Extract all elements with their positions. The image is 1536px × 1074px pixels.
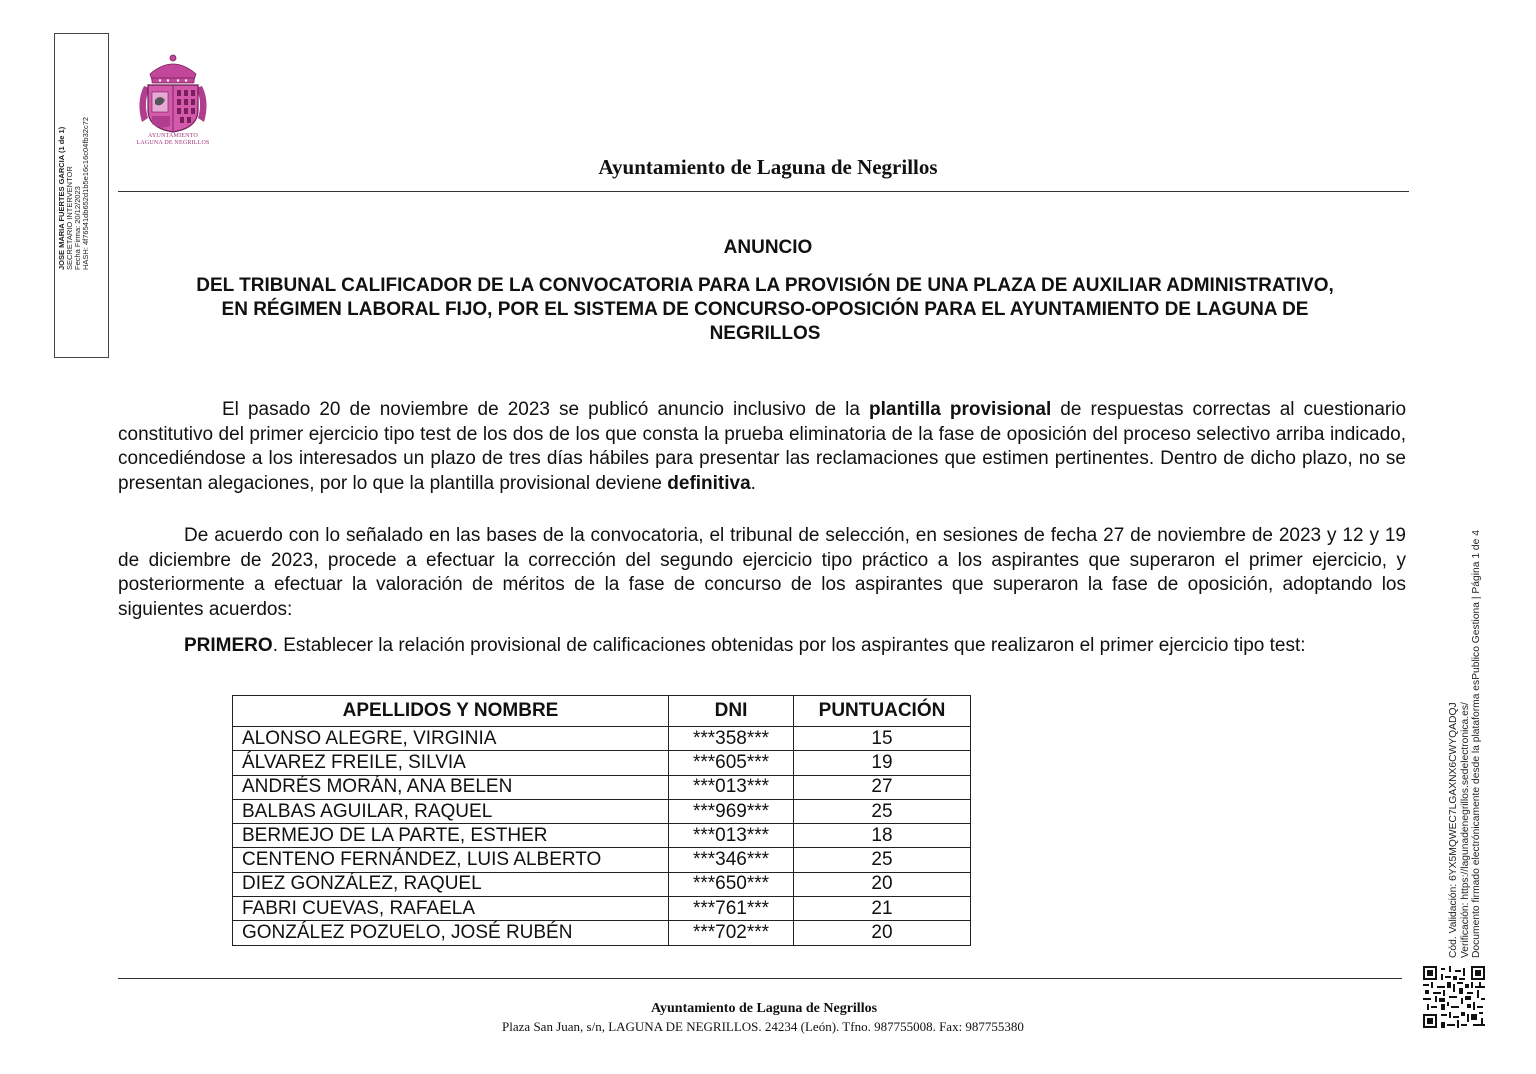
footer-divider (118, 978, 1402, 979)
p1-text-c: . (750, 472, 756, 494)
cell-score: 18 (794, 824, 971, 848)
signed-platform-note: Documento firmado electrónicamente desde la plataforma esPublico Gestiona | Página 1 de 4 (1471, 530, 1482, 958)
p1-text-a: El pasado 20 de noviembre de 2023 se publicó anuncio inclusivo de la (222, 399, 870, 420)
results-table (232, 695, 971, 946)
cell-name: DIEZ GONZÁLEZ, RAQUEL (233, 872, 669, 896)
announcement-subtitle: DEL TRIBUNAL CALIFICADOR DE LA CONVOCATORIA PARA LA PROVISIÓN DE UNA PLAZA DE AUXILIAR ADMINISTRATIVO, EN RÉGIMEN LABORAL FIJO, POR EL SISTEMA DE CONCURSO-OPOSICIÓN PARA EL AYUNTAMIENTO DE LAGUNA DE NEGRILLOS (196, 275, 1334, 344)
p2-text: De acuerdo con lo señalado en las bases de la convocatoria, el tribunal de selección, en sesiones de fecha 27 de noviembre de 2023 y 12 y 19 de diciembre de 2023, procede a efectuar la corrección del segundo ejercicio tipo práctico a los aspirantes que superaron el primer ejercicio, y posteriormente a efectuar la valoración de méritos de la fase de concurso de los aspirantes que superaron la fase de oposición, adoptando los siguientes acuerdos: (118, 525, 1406, 620)
p1-text-b: de respuestas correctas al cuestionario constitutivo del primer ejercicio tipo test de los dos de los que consta la prueba eliminatoria de la fase de oposición del proceso selectivo arriba indicado, concediéndose a los interesados un plazo de tres días hábiles para presentar las reclamaciones que estimen pertinentes. Dentro de dicho plazo, no se presentan alegaciones, por lo que la plantilla provisional deviene (118, 399, 1407, 494)
table-header-row (233, 696, 971, 727)
announcement-heading: ANUNCIO (723, 237, 813, 258)
p3-bold-primero: PRIMERO (184, 635, 273, 656)
cell-dni: ***605*** (669, 751, 794, 775)
column-header-dni: DNI (669, 696, 794, 727)
validation-text (1448, 498, 1483, 958)
cell-score: 27 (794, 775, 971, 799)
cell-name: GONZÁLEZ POZUELO, JOSÉ RUBÉN (233, 921, 669, 945)
crest-caption (118, 133, 228, 147)
p3-text: . Establecer la relación provisional de calificaciones obtenidas por los aspirantes que realizaron el primer ejercicio tipo test: (272, 635, 1306, 656)
signature-hash: HASH: 4f76541db652d1b5e16c16c04fb32c72 (81, 116, 90, 270)
signer-role: SECRETARIO INTERVENTOR (65, 166, 74, 270)
p1-bold-plantilla: plantilla provisional (869, 399, 1052, 420)
cell-score: 21 (794, 897, 971, 921)
cell-score: 25 (794, 848, 971, 872)
cell-name: FABRI CUEVAS, RAFAELA (233, 897, 669, 921)
cell-name: BALBAS AGUILAR, RAQUEL (233, 799, 669, 823)
paragraph-3 (118, 634, 1406, 659)
table-row (233, 848, 971, 872)
table-row (233, 872, 971, 896)
column-header-name: APELLIDOS Y NOMBRE (233, 696, 669, 727)
table-row (233, 897, 971, 921)
table-row (233, 775, 971, 799)
validation-code: Cód. Validación: 6YX5MQWEC7LGAXNX6CWYQADQJ (1448, 702, 1459, 958)
p1-bold-definitiva: definitiva (667, 472, 751, 494)
header-title: Ayuntamiento de Laguna de Negrillos (598, 155, 938, 179)
cell-name: CENTENO FERNÁNDEZ, LUIS ALBERTO (233, 848, 669, 872)
table-row (233, 751, 971, 775)
signature-date: Fecha Firma: 20/12/2023 (73, 186, 82, 270)
footer-address: Plaza San Juan, s/n, LAGUNA DE NEGRILLOS. 24234 (León). Tfno. 987755008. Fax: 987755380 (502, 1019, 1024, 1034)
cell-name: ALONSO ALEGRE, VIRGINIA (233, 727, 669, 751)
cell-dni: ***702*** (669, 921, 794, 945)
header-divider (118, 191, 1409, 192)
cell-dni: ***761*** (669, 897, 794, 921)
cell-dni: ***013*** (669, 775, 794, 799)
cell-score: 15 (794, 727, 971, 751)
crest-caption-line2: LAGUNA DE NEGRILLOS (136, 140, 210, 146)
cell-dni: ***650*** (669, 872, 794, 896)
paragraph-1 (118, 398, 1406, 496)
cell-score: 20 (794, 921, 971, 945)
cell-name: BERMEJO DE LA PARTE, ESTHER (233, 824, 669, 848)
paragraph-2 (118, 524, 1406, 622)
cell-dni: ***013*** (669, 824, 794, 848)
footer-organization: Ayuntamiento de Laguna de Negrillos (650, 1001, 878, 1016)
signer-name: JOSE MARIA FUERTES GARCIA (1 de 1) (57, 126, 66, 270)
verification-url: Verificación: https://lagunadenegrillos.sedelectronica.es/ (1459, 702, 1471, 958)
table-row (233, 824, 971, 848)
cell-name: ÁLVAREZ FREILE, SILVIA (233, 751, 669, 775)
crest-caption-line1: AYUNTAMIENTO (148, 133, 198, 139)
column-header-score: PUNTUACIÓN (794, 696, 971, 727)
cell-name: ANDRÉS MORÁN, ANA BELEN (233, 775, 669, 799)
cell-score: 25 (794, 799, 971, 823)
qr-code-icon (1423, 966, 1485, 1028)
cell-dni: ***346*** (669, 848, 794, 872)
cell-dni: ***358*** (669, 727, 794, 751)
table-row (233, 799, 971, 823)
cell-score: 20 (794, 872, 971, 896)
signature-text (58, 0, 90, 270)
cell-score: 19 (794, 751, 971, 775)
table-row (233, 727, 971, 751)
table-row (233, 921, 971, 945)
cell-dni: ***969*** (669, 799, 794, 823)
